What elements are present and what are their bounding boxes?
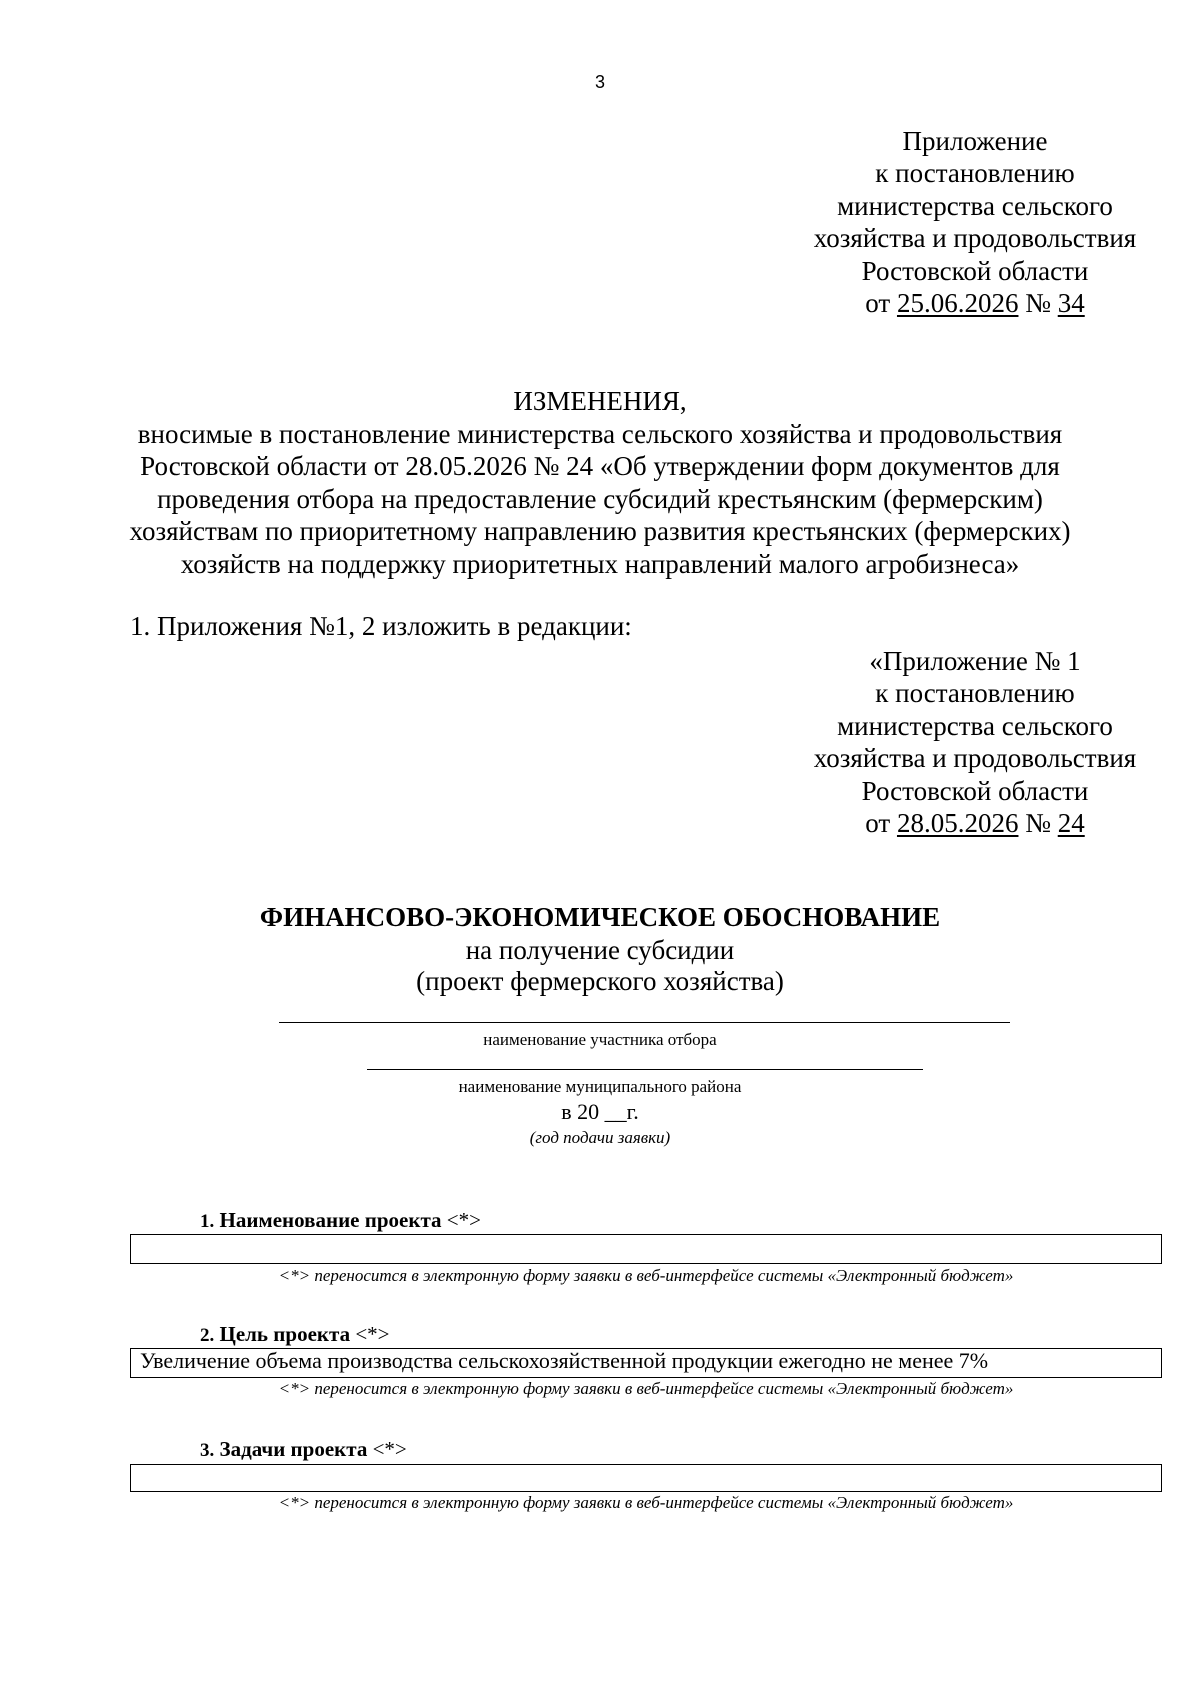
section-title-text: Цель проекта: [214, 1322, 356, 1346]
date-prefix: от: [865, 808, 897, 839]
appendix-line: Ростовской области: [861, 775, 1089, 806]
section-footnote-mark: <*>: [372, 1437, 407, 1461]
changes-heading: ИЗМЕНЕНИЯ,: [513, 386, 687, 416]
participant-caption: наименование участника отбора: [483, 1030, 717, 1049]
changes-line: Ростовской области от 28.05.2026 № 24 «Об утверждении форм документов для: [140, 451, 1060, 482]
appendix-line: к постановлению: [875, 158, 1075, 189]
form-subtitle: (проект фермерского хозяйства): [416, 966, 784, 996]
district-name-line: [367, 1069, 923, 1070]
section-3-title: [200, 1436, 407, 1464]
section-1-title: [200, 1207, 481, 1235]
date-prefix: от: [865, 288, 897, 319]
section-footnote-mark: <*>: [355, 1322, 390, 1346]
appendix-line: министерства сельского: [837, 190, 1113, 221]
section-number: 3.: [200, 1440, 215, 1461]
appendix-line: хозяйства и продовольствия: [813, 743, 1137, 774]
year-line: в 20 __г.: [561, 1099, 639, 1124]
section-2-title: [200, 1321, 390, 1349]
project-goal-field[interactable]: Увеличение объема производства сельскохозяйственной продукции ежегодно не менее 7%: [130, 1348, 1162, 1378]
appendix-title: «Приложение № 1: [869, 646, 1081, 676]
appendix-1-header: [760, 645, 1190, 839]
changes-line: вносимые в постановление министерства сельского хозяйства и продовольствия: [137, 418, 1063, 449]
appendix-line: хозяйства и продовольствия: [813, 223, 1137, 254]
changes-block: [100, 385, 1100, 581]
section-3-note: <*> переносится в электронную форму заявки в веб-интерфейсе системы «Электронный бюджет»: [278, 1493, 1014, 1512]
appendix-number: 24: [1057, 808, 1085, 839]
year-caption: (год подачи заявки): [529, 1128, 671, 1147]
changes-line: хозяйствам по приоритетному направлению развития крестьянских (фермерских): [129, 516, 1071, 547]
appendix-date-line: [760, 287, 1190, 319]
section-number: 2.: [200, 1325, 215, 1346]
form-title: ФИНАНСОВО-ЭКОНОМИЧЕСКОЕ ОБОСНОВАНИЕ: [259, 902, 941, 932]
appendix-date: 28.05.2026: [896, 808, 1019, 839]
appendix-line: министерства сельского: [837, 710, 1113, 741]
appendix-date-line: [760, 807, 1190, 839]
appendix-date: 25.06.2026: [896, 288, 1019, 319]
item-1-text: 1. Приложения №1, 2 изложить в редакции:: [130, 611, 632, 641]
section-number: 1.: [200, 1211, 215, 1232]
appendix-line: Ростовской области: [861, 255, 1089, 286]
district-caption: наименование муниципального района: [458, 1077, 742, 1096]
project-name-field[interactable]: [130, 1234, 1162, 1264]
section-1-note: <*> переносится в электронную форму заявки в веб-интерфейсе системы «Электронный бюджет»: [278, 1266, 1014, 1285]
changes-line: хозяйств на поддержку приоритетных направлений малого агробизнеса»: [180, 548, 1020, 579]
appendix-line: к постановлению: [875, 678, 1075, 709]
participant-name-line: [279, 1022, 1010, 1023]
section-2-note: <*> переносится в электронную форму заявки в веб-интерфейсе системы «Электронный бюджет»: [278, 1379, 1014, 1398]
appendix-header: [760, 125, 1190, 319]
page-number: 3: [594, 72, 605, 92]
section-title-text: Задачи проекта: [214, 1437, 373, 1461]
number-prefix: №: [1018, 808, 1058, 839]
form-subtitle: на получение субсидии: [465, 935, 735, 965]
appendix-title: Приложение: [902, 126, 1048, 156]
section-title-text: Наименование проекта: [214, 1208, 447, 1232]
appendix-number: 34: [1057, 288, 1085, 319]
changes-line: проведения отбора на предоставление субсидий крестьянским (фермерским): [157, 483, 1043, 514]
section-footnote-mark: <*>: [446, 1208, 481, 1232]
project-tasks-field[interactable]: [130, 1464, 1162, 1492]
number-prefix: №: [1018, 288, 1058, 319]
